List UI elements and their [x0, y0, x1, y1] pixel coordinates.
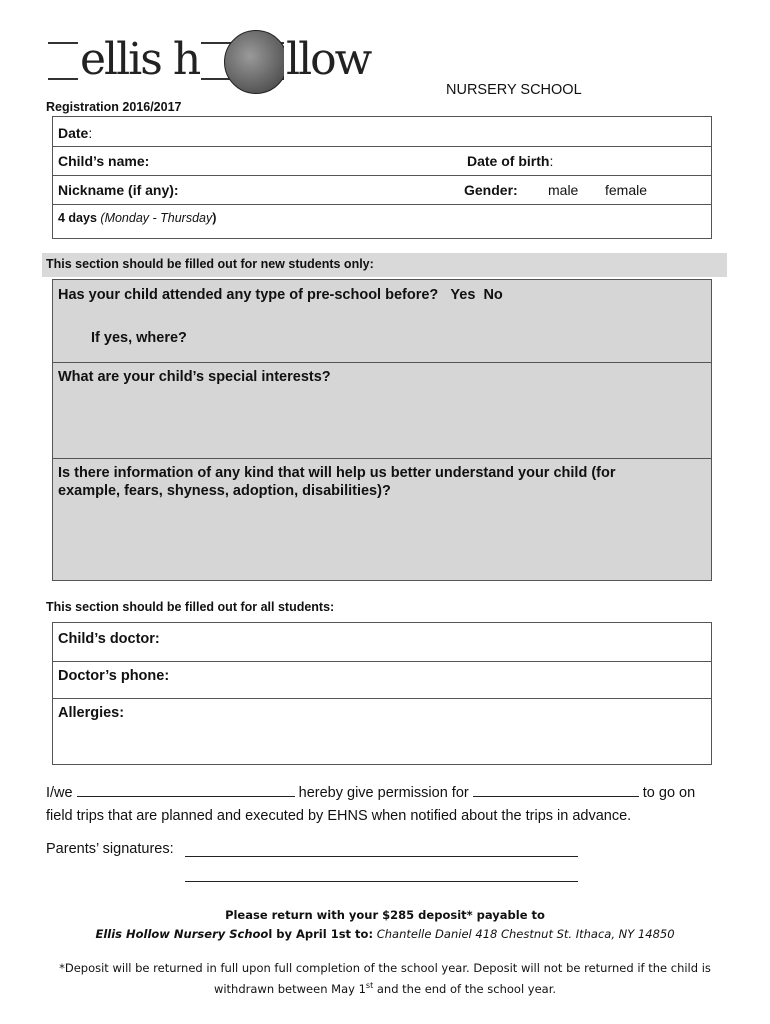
days-row: 4 days (Monday - Thursday) — [58, 211, 217, 225]
understanding-row[interactable] — [53, 458, 711, 580]
allergies-row[interactable] — [53, 698, 711, 764]
permission-line2: field trips that are planned and executed by EHNS when notified about the trips in advance. — [46, 808, 632, 824]
logo-badge-icon — [224, 30, 288, 94]
gender-female-option[interactable]: female — [605, 182, 648, 198]
nickname-row[interactable] — [53, 175, 711, 205]
gender-male-option[interactable]: male — [548, 182, 579, 198]
signature-line-2[interactable] — [185, 881, 578, 882]
child-info-box — [52, 116, 712, 239]
return-address: Ellis Hollow Nursery School by April 1st to: Chantelle Daniel 418 Chestnut St. Ithaca, NY 14850 — [95, 927, 675, 941]
return-instruction: Please return with your $285 deposit* payable to — [225, 908, 545, 922]
iwe-label: I/we — [46, 785, 73, 801]
guardian-name-blank[interactable] — [77, 782, 295, 797]
interests-row[interactable] — [53, 362, 711, 459]
gender-label: Gender: — [464, 182, 518, 198]
days-detail: (Monday - Thursday — [100, 211, 213, 225]
logo-text-left: ellis h — [80, 34, 200, 85]
days-label: 4 days — [58, 211, 97, 225]
dob-label: Date of birth — [467, 153, 550, 169]
signature-line-1[interactable] — [185, 856, 578, 857]
doctor-label: Child’s doctor: — [58, 631, 160, 647]
logo-text-right: llow — [286, 34, 371, 85]
preschool-question-row[interactable] — [53, 280, 711, 363]
contact-address: Chantelle Daniel 418 Chestnut St. Ithaca, NY 14850 — [376, 927, 675, 941]
doctor-row[interactable] — [53, 623, 711, 662]
preschool-where-label: If yes, where? — [91, 330, 187, 346]
all-students-box — [52, 622, 712, 765]
hereby-text: hereby give permission for — [298, 785, 469, 801]
school-name: Ellis Hollow Nursery Schoo — [95, 927, 269, 941]
phone-row[interactable] — [53, 661, 711, 699]
preschool-no-option[interactable]: No — [483, 287, 503, 303]
date-row[interactable]: Date: — [53, 117, 711, 147]
date-label: Date — [58, 125, 89, 141]
child-name-label: Child’s name: — [58, 153, 150, 169]
preschool-question: Has your child attended any type of pre-school before? — [58, 287, 439, 303]
deposit-note: *Deposit will be returned in full upon full completion of the school year. Deposit will not be returned if the child is withdrawn between May 1st and the end of the school year. — [59, 961, 711, 996]
to-go-on-text: to go on — [642, 785, 696, 801]
doctor-phone-label: Doctor’s phone: — [58, 668, 170, 684]
school-type: NURSERY SCHOOL — [446, 82, 582, 98]
allergies-label: Allergies: — [58, 705, 125, 721]
name-row[interactable]: Child’s name: Date of birth: — [53, 146, 711, 176]
permission-line1 — [46, 782, 695, 801]
registration-year: Registration 2016/2017 — [46, 100, 182, 114]
child-name-blank[interactable] — [473, 782, 639, 797]
new-students-heading: This section should be filled out for new students only: — [46, 257, 374, 271]
new-students-box — [52, 279, 712, 581]
interests-question: What are your child’s special interests? — [58, 369, 331, 385]
new-students-heading-bar — [42, 253, 727, 277]
preschool-yes-option[interactable]: Yes — [450, 287, 476, 303]
nickname-label: Nickname (if any): — [58, 182, 179, 198]
all-students-heading: This section should be filled out for all students: — [46, 600, 335, 614]
understanding-question: Is there information of any kind that will help us better understand your child (for example, fears, shyness, adoption, disabilities)? — [58, 465, 616, 499]
signatures-label: Parents’ signatures: — [46, 841, 174, 857]
school-logo — [48, 28, 371, 96]
